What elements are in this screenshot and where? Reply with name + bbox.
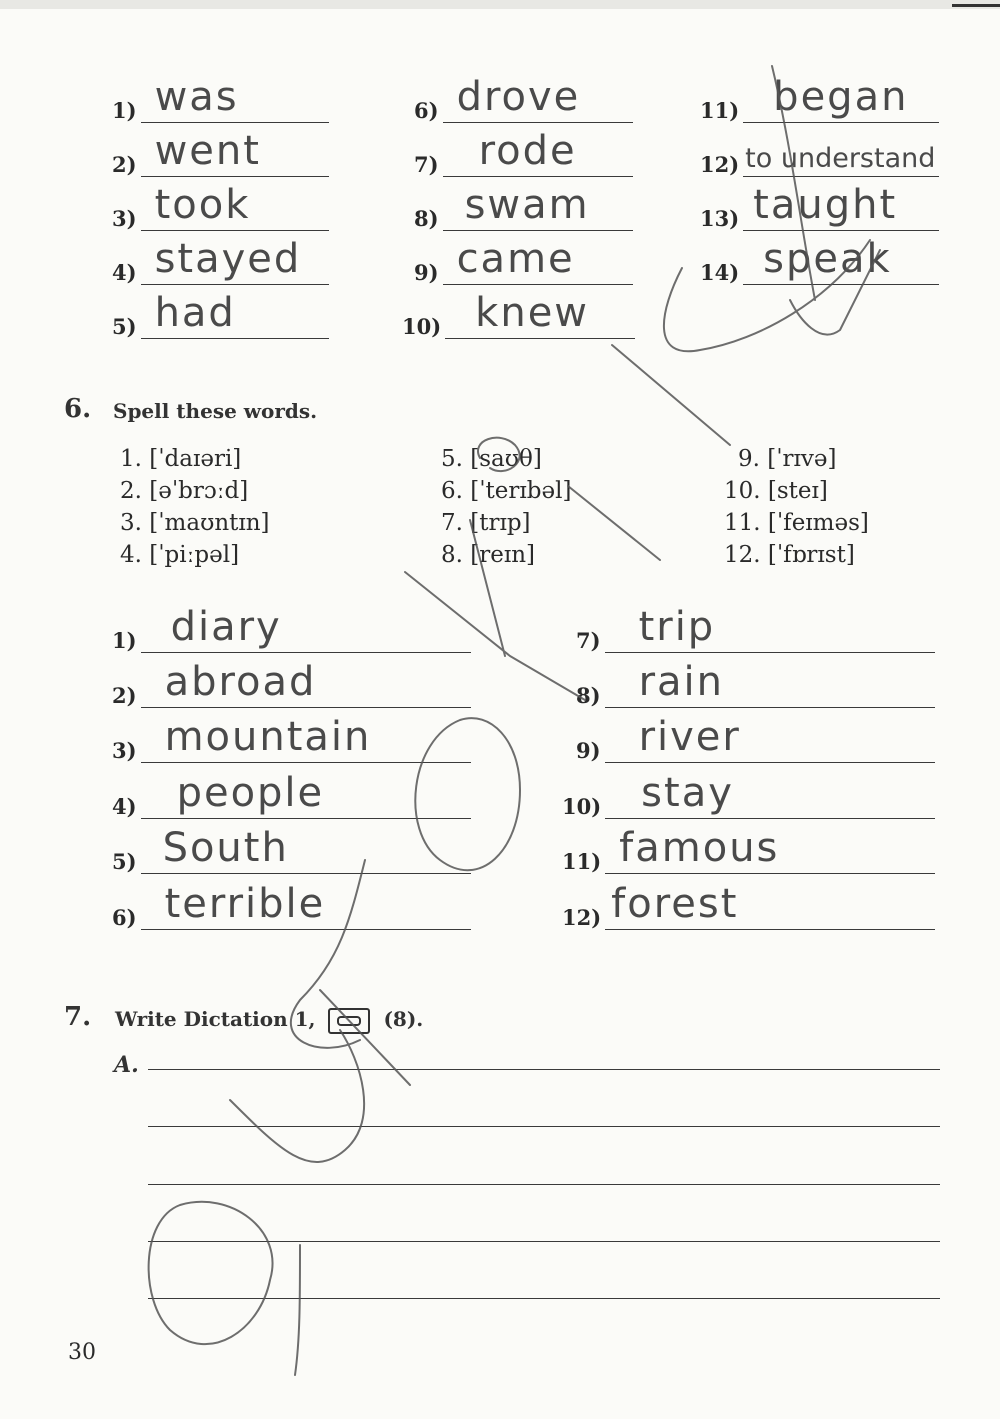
handwritten-answer: famous [619,825,780,871]
answer-row[interactable] [700,184,939,231]
transcription-item: 2. [əˈbrɔːd] [120,478,249,504]
transcription-item: 12. [ˈfɒrɪst] [724,542,855,568]
answer-line[interactable] [141,883,471,930]
answer-line[interactable] [743,184,939,231]
transcription-item: 3. [ˈmaʊntɪn] [120,510,270,536]
answer-row[interactable] [562,827,935,874]
answer-line[interactable] [445,292,635,339]
item-number: 2) [112,152,137,177]
item-number: 4) [112,260,137,285]
handwritten-answer: mountain [164,714,372,760]
handwritten-answer: rode [478,128,577,174]
answer-row[interactable] [414,238,633,285]
answer-row[interactable] [112,883,471,930]
handwritten-answer: began [773,74,909,120]
dictation-line[interactable] [148,1297,940,1299]
answer-line[interactable] [605,827,935,874]
handwritten-answer: drove [456,74,581,120]
item-number: 12) [700,152,740,177]
handwritten-answer: taught [753,182,898,228]
handwritten-answer: came [456,236,575,282]
item-number: 11) [700,98,740,123]
item-number: 9) [576,738,601,763]
handwritten-answer: South [162,825,289,871]
item-number: 9) [414,260,439,285]
item-number: 14) [700,260,740,285]
answer-line[interactable] [605,716,935,763]
item-number: 5) [112,849,137,874]
answer-line[interactable] [743,238,939,285]
handwritten-answer: terrible [164,881,326,927]
answer-row[interactable] [402,292,635,339]
dictation-line[interactable] [148,1068,940,1070]
item-number: 1) [112,628,137,653]
scribble-stroke [612,345,730,445]
item-number: 3) [112,206,137,231]
transcription-item: 11. [ˈfeɪməs] [724,510,869,536]
handwritten-answer: rain [638,659,724,705]
item-number: 5) [112,314,137,339]
answer-line[interactable] [605,606,935,653]
answer-line[interactable] [141,76,329,123]
answer-row[interactable] [700,130,939,177]
answer-row[interactable] [700,76,939,123]
exercise-title: Spell these words. [113,399,318,423]
handwritten-answer: river [638,714,741,760]
handwritten-answer: diary [170,604,282,650]
transcription-item: 6. [ˈterɪbəl] [441,478,572,504]
handwritten-answer: speak [763,236,892,282]
exercise-title [115,1007,423,1034]
item-number: 11) [562,849,602,874]
answer-line[interactable] [141,716,471,763]
answer-line[interactable] [141,827,471,874]
item-number: 3) [112,738,137,763]
handwritten-answer: people [176,770,325,816]
cassette-icon [328,1008,370,1034]
scribble-stroke [568,486,660,560]
item-number: 6) [414,98,439,123]
answer-row[interactable] [562,883,935,930]
item-number: 7) [576,628,601,653]
item-number: 4) [112,794,137,819]
answer-row[interactable] [562,772,935,819]
item-number: 8) [576,683,601,708]
answer-row[interactable] [576,716,935,763]
answer-row[interactable] [112,292,329,339]
handwritten-answer: took [154,182,251,228]
answer-line[interactable] [605,883,935,930]
exercise-number: 7. [64,1002,92,1032]
answer-line[interactable] [743,76,939,123]
scribble-stroke [149,1202,273,1344]
answer-row[interactable] [112,76,329,123]
transcription-item: 7. [trɪp] [441,510,531,536]
handwritten-answer: had [154,290,236,336]
answer-row[interactable] [112,184,329,231]
transcription-item: 9. [ˈrɪvə] [738,446,837,472]
item-number: 12) [562,905,602,930]
answer-row[interactable] [112,716,471,763]
answer-line[interactable] [141,184,329,231]
answer-row[interactable] [112,238,329,285]
handwritten-answer: was [154,74,239,120]
handwritten-answer: forest [611,881,739,927]
answer-line[interactable] [141,292,329,339]
answer-row[interactable] [576,661,935,708]
answer-row[interactable] [700,238,939,285]
item-number: 10) [562,794,602,819]
track-number: (8). [383,1007,424,1031]
answer-row[interactable] [112,130,329,177]
exercise-title-text: Write Dictation 1, [115,1007,316,1031]
transcription-item: 5. [saʊθ] [441,446,542,472]
answer-line[interactable] [141,606,471,653]
answer-row[interactable] [576,606,935,653]
answer-line[interactable] [443,130,633,177]
scribble-stroke [470,520,505,656]
exercise-number: 6. [64,394,92,424]
handwritten-answer: trip [638,604,716,650]
answer-line[interactable] [443,76,633,123]
answer-row[interactable] [414,130,633,177]
answer-line[interactable] [141,130,329,177]
item-number: 8) [414,206,439,231]
page-top-edge [0,0,1000,9]
transcription-item: 10. [steɪ] [724,478,828,504]
answer-line[interactable] [743,130,939,177]
handwritten-answer: stay [641,770,734,816]
transcription-item: 8. [reɪn] [441,542,535,568]
dictation-line[interactable] [148,1240,940,1242]
dictation-label: A. [114,1052,139,1078]
item-number: 10) [402,314,442,339]
answer-row[interactable] [414,184,633,231]
answer-row[interactable] [112,661,471,708]
answer-line[interactable] [141,238,329,285]
handwritten-answer: to understand [745,143,936,174]
item-number: 6) [112,905,137,930]
answer-line[interactable] [141,661,471,708]
scribble-stroke [295,1245,300,1375]
handwritten-answer: abroad [164,659,317,705]
scribble-stroke [320,990,410,1085]
handwritten-answer: swam [464,182,590,228]
answer-row[interactable] [112,772,471,819]
answer-line[interactable] [605,661,935,708]
item-number: 1) [112,98,137,123]
transcription-item: 4. [ˈpiːpəl] [120,542,240,568]
item-number: 2) [112,683,137,708]
answer-line[interactable] [443,238,633,285]
dictation-line[interactable] [148,1183,940,1185]
item-number: 7) [414,152,439,177]
answer-line[interactable] [605,772,935,819]
handwritten-answer: stayed [154,236,302,282]
page-number: 30 [68,1340,96,1365]
answer-row[interactable] [112,606,471,653]
item-number: 13) [700,206,740,231]
handwritten-answer: went [154,128,261,174]
answer-line[interactable] [443,184,633,231]
answer-row[interactable] [112,827,471,874]
handwritten-answer: knew [475,290,590,336]
transcription-item: 1. [ˈdaɪəri] [120,446,242,472]
answer-row[interactable] [414,76,633,123]
scribble-stroke [230,1030,364,1162]
answer-line[interactable] [141,772,471,819]
dictation-line[interactable] [148,1125,940,1127]
